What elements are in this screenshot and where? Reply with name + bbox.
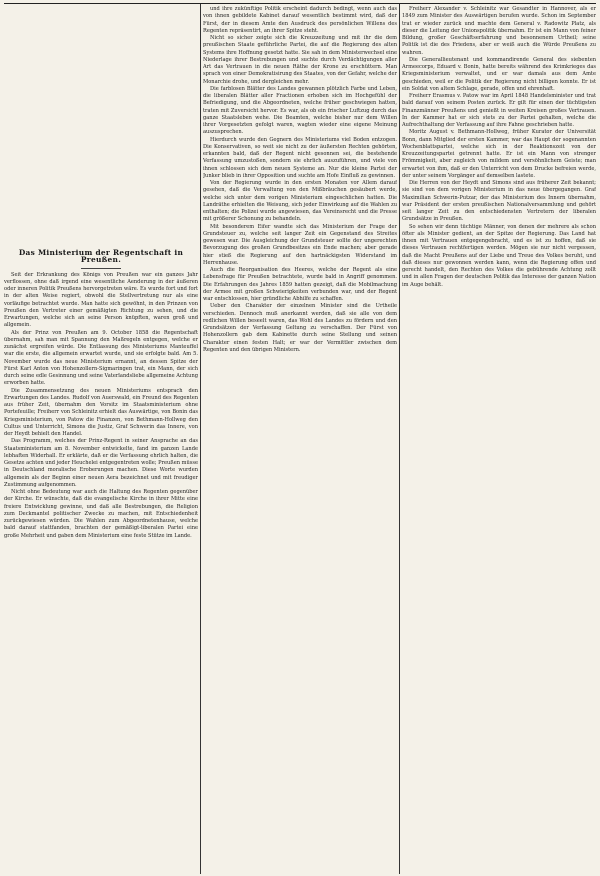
paragraph: Hierdurch wurde den Gegnern des Ministeriums viel Boden entzogen. Die Konservativen, so weit sie nicht zu der äußersten Rechten gehörten, erkannten bald, daß der Regent nicht gesonnen sei, die bestehende Verfassung umzustoßen, sondern sie ehrlich auszuführen, und viele von ihnen schlossen sich dem neuen Systeme an. Nur die kleine Partei der Junker blieb in ihrer Opposition und suchte am Hofe Einfluß zu gewinnen. (203, 136, 397, 179)
column-rule (399, 4, 400, 874)
paragraph: Ueber den Charakter der einzelnen Minister sind die Urtheile verschieden. Dennoch muß anerkannt werden, daß sie alle von dem redlichen Willen beseelt waren, das Wohl des Landes zu fördern und den Grundsätzen der Verfassung Geltung zu verschaffen. Der Fürst von Hohenzollern gab dem Kabinette durch seine Stellung und seinen Charakter einen festen Halt; er war der Vermittler zwischen dem Regenten und den übrigen Ministern. (203, 303, 397, 353)
paragraph: Die Zusammensetzung des neuen Ministeriums entsprach den Erwartungen des Landes. Rudolf von Auerswald, ein Freund des Regenten aus früher Zeit, übernahm den Vorsitz im Staatsministerium ohne Portefeuille; Freiherr von Schleinitz erhielt das Auswärtige, von Bonin das Kriegsministerium, von Patow die Finanzen, von Bethmann-Hollweg den Cultus und Unterricht, Simons die Justiz, Graf Schwerin das Innere, von der Heydt behielt den Handel. (4, 387, 198, 437)
paragraph: Freiherr Alexander v. Schleinitz war Gesandter in Hannover, als er 1849 zum Minister des Auswärtigen berufen wurde. Schon im September trat er wieder zurück und machte dem General v. Radowitz Platz, als dieser die Leitung der Unionspolitik übernahm. Er ist ein Mann von feiner Bildung, großer Geschäftserfahrung und besonnenem Urtheil; seine Politik ist die des Friedens, aber er weiß auch die Würde Preußens zu wahren. (402, 6, 596, 56)
paragraph: Als der Prinz von Preußen am 9. October 1858 die Regentschaft übernahm, sah man mit Spannung den Maßregeln entgegen, welche er zunächst ergreifen würde. Die Entlassung des Ministeriums Manteuffel war die erste, die allgemein erwartet wurde, und sie erfolgte bald. Am 5. November wurde das neue Ministerium ernannt, an dessen Spitze der Fürst Karl Anton von Hohenzollern-Sigmaringen trat, ein Mann, der sich durch seine edle Gesinnung und seine Vaterlandsliebe allgemeine Achtung erworben hatte. (4, 329, 198, 387)
title-divider (81, 268, 121, 269)
column-1 (4, 6, 198, 872)
column-3 (402, 6, 596, 872)
paragraph: Auch die Reorganisation des Heeres, welche der Regent als eine Lebensfrage für Preußen betrachtete, wurde bald in Angriff genommen. Die Erfahrungen des Jahres 1859 hatten gezeigt, daß die Mobilmachung der Armee mit großen Schwierigkeiten verbunden war, und der Regent war entschlossen, hier gründliche Abhilfe zu schaffen. (203, 267, 397, 302)
paragraph: Nicht so sicher zeigte sich die Kreuzzeitung und mit ihr die dem preußischen Staate geführliche Partei, die auf die Regierung des alten Systems ihre Hoffnung gesetzt hatte. Sie sah in dem Ministerwechsel eine Niederlage ihrer Bestrebungen und suchte durch Verdächtigungen aller Art das Vertrauen in die neuen Räthe der Krone zu erschüttern. Man sprach von einer Demokratisirung des Staates, von der Gefahr, welche der Monarchie drohe, und dergleichen mehr. (203, 35, 397, 85)
paragraph: Seit der Erkrankung des Königs von Preußen war ein ganzes Jahr verflossen, ohne daß irgend eine wesentliche Aenderung in der äußeren oder inneren Politik Preußens hervorgetreten wäre. Es wurde fort und fort in der alten Weise regiert, obwohl die Stellvertretung nur als eine vorläufige betrachtet wurde. Man hatte sich gewöhnt, in den Prinzen von Preußen den Vertreter einer gemäßigten Richtung zu sehen, und die Erwartungen, welche sich an seine Person knüpften, waren groß und allgemein. (4, 271, 198, 329)
paragraph: Die farblosen Blätter des Landes gewannen plötzlich Farbe und Leben, die liberalen Blätter aller Fractionen erhoben sich im Hochgefühl der Befriedigung, und die Abgeordneten, welche früher geschwiegen hatten, traten mit Zuversicht hervor. Es war, als ob ein frischer Luftzug durch das ganze Staatsleben wehe. Die Beamten, welche bisher nur dem Willen ihrer Vorgesetzten gefolgt waren, wagten wieder eine eigene Meinung auszusprechen. (203, 85, 397, 136)
article-title: Das Ministerium der Regentschaft in Preußen. (18, 248, 184, 265)
paragraph: Von der Regierung wurde in den ersten Monaten vor Allem darauf gesehen, daß die Verwaltung von den Mißbräuchen gesäubert werde, welche sich unter dem vorigen Ministerium eingeschlichen hatten. Die Landräthe erhielten die Weisung, sich jeder Einwirkung auf die Wahlen zu enthalten; die Polizei wurde angewiesen, das Vereinsrecht und die Presse mit größerer Schonung zu behandeln. (203, 180, 397, 223)
paragraph: Mit besonderem Eifer wandte sich das Ministerium der Frage der Grundsteuer zu, welche seit langer Zeit ein Gegenstand des Streites gewesen war. Die Ausgleichung der Grundsteuer sollte der ungerechten Bevorzugung des großen Grundbesitzes ein Ende machen; aber gerade hier stieß die Regierung auf den hartnäckigsten Widerstand im Herrenhause. (203, 223, 397, 266)
paragraph: Das Programm, welches der Prinz-Regent in seiner Ansprache an das Staatsministerium am 8. November entwickelte, fand im ganzen Lande lebhaften Widerhall. Er erklärte, daß er die Verfassung ehrlich halten, die Gesetze achten und jeder Heuchelei entgegentreten wolle; Preußen müsse in Deutschland moralische Eroberungen machen. Diese Worte wurden allgemein als der Beginn einer neuen Aera bezeichnet und mit freudiger Zustimmung aufgenommen. (4, 438, 198, 488)
column-rule (200, 4, 201, 874)
paragraph: Freiherr Erasmus v. Patow war im April 1848 Handelsminister und trat bald darauf von seinem Posten zurück. Er gilt für einen der tüchtigsten Finanzmänner Preußens und genießt in weiten Kreisen großes Vertrauen. In der Kammer hat er sich stets zu der Partei gehalten, welche die Aufrechthaltung der Verfassung auf ihre Fahne geschrieben hatte. (402, 93, 596, 128)
paragraph: Die Generallieutenant und kommandirende General des siebenten Armeecorps, Eduard v. Bonin, hatte bereits während des Krimkrieges das Kriegsministerium verwaltet, und er war damals aus dem Amte geschieden, weil er die Politik der Regierung nicht billigen konnte. Er ist ein Soldat von altem Schlage, gerade, offen und ehrenhaft. (402, 56, 596, 92)
column-2 (203, 6, 397, 872)
paragraph: Die Herren von der Heydt und Simons sind aus früherer Zeit bekannt; sie sind von dem vorigen Ministerium in das neue übergegangen. Graf Maximilian Schwerin-Putzar, der das Ministerium des Innern übernahm, war Präsident der ersten preußischen Nationalversammlung und gehört seit langer Zeit zu den entschiedensten Vertretern der liberalen Grundsätze in Preußen. (402, 180, 596, 223)
paragraph: und ihre zukünftige Politik erscheint dadurch bedingt, wenn auch das von ihnen gebildete Kabinet darauf wesentlich bestimmt wird, daß der Fürst, der in diesem Amte den Ausdruck des persönlichen Willens des Regenten repräsentirt, an ihrer Spitze steht. (203, 6, 397, 34)
paragraph: Moritz August v. Bethmann-Hollweg, früher Kurator der Universität Bonn, dann Mitglied der ersten Kammer, war das Haupt der sogenannten Wochenblattspartei, welche sich in der Reaktionszeit von der Kreuzzeitungspartei getrennt hatte. Er ist ein Mann von strenger Frömmigkeit, aber zugleich von mildem und versöhnlichem Geiste; man erwartet von ihm, daß er den Unterricht von dem Drucke befreien werde, der unter seinem Vorgänger auf demselben lastete. (402, 129, 596, 179)
newspaper-page (4, 3, 596, 874)
paragraph: So sehen wir denn tüchtige Männer, von denen der mehrere als schon öfter als Minister gedient, an der Spitze der Regierung. Das Land hat ihnen mit Vertrauen entgegengebracht, und es ist zu hoffen, daß sie dieses Vertrauen rechtfertigen werden. Mögen sie nur nicht vergessen, daß die Macht Preußens auf der Liebe und Treue des Volkes beruht, und daß dieses nur gewonnen werden kann, wenn die Regierung offen und gerecht handelt, den Rechten des Volkes die gebührende Achtung zollt und in allen Fragen der deutschen Politik das Interesse der ganzen Nation im Auge behält. (402, 223, 596, 288)
paragraph: Nicht ohne Bedeutung war auch die Haltung des Regenten gegenüber der Kirche. Er wünschte, daß die evangelische Kirche in ihrer Mitte eine freiere Entwicklung gewinne, und daß alle Bestrebungen, die Religion zum Deckmantel politischer Zwecke zu machen, mit Entschiedenheit zurückgewiesen würden. Die Wahlen zum Abgeordnetenhause, welche bald darauf stattfanden, brachten der gemäßigt-liberalen Partei eine große Mehrheit und gaben dem Ministerium eine feste Stütze im Lande. (4, 489, 198, 539)
